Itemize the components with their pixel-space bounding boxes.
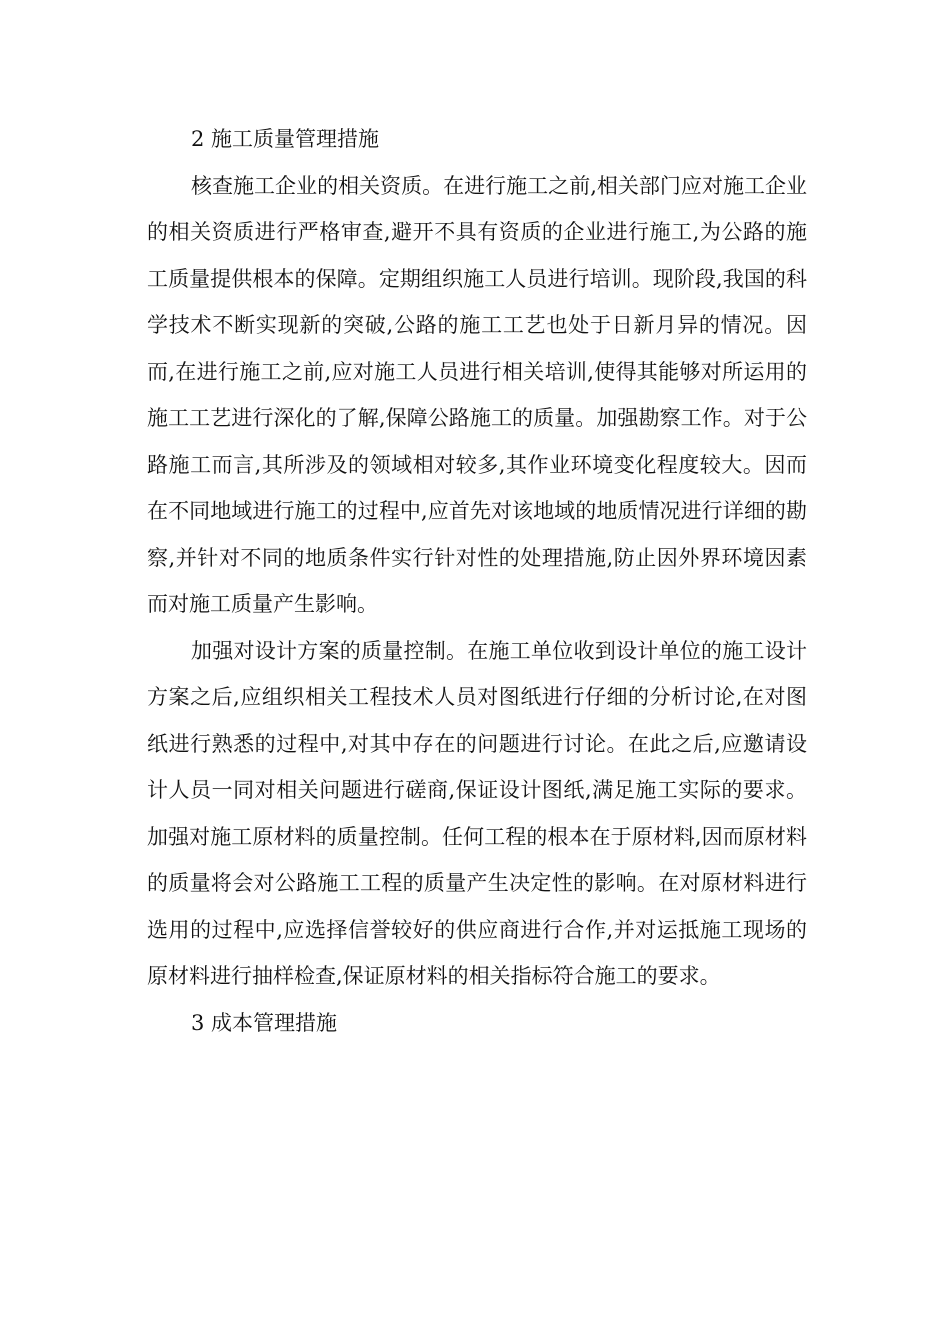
paragraph-design-material-control: 加强对设计方案的质量控制。在施工单位收到设计单位的施工设计方案之后,应组织相关工程技术人员对图纸进行仔细的分析讨论,在对图纸进行熟悉的过程中,对其中存在的问题进行讨论。在此之后,应邀请设计人员一同对相关问题进行磋商,保证设计图纸,满足施工实际的要求。加强对施工原材料的质量控制。任何工程的根本在于原材料,因而原材料的质量将会对公路施工工程的质量产生决定性的影响。在对原材料进行选用的过程中,应选择信誉较好的供应商进行合作,并对运抵施工现场的原材料进行抽样检查,保证原材料的相关指标符合施工的要求。	[147, 638, 807, 988]
section-heading-3: 3 成本管理措施	[191, 1010, 338, 1035]
section-heading-2: 2 施工质量管理措施	[191, 127, 380, 151]
document-body	[147, 116, 807, 1046]
paragraph-qualification-training-survey: 核查施工企业的相关资质。在进行施工之前,相关部门应对施工企业的相关资质进行严格审查,避开不具有资质的企业进行施工,为公路的施工质量提供根本的保障。定期组织施工人员进行培训。现阶段,我国的科学技术不断实现新的突破,公路的施工工艺也处于日新月异的情况。因而,在进行施工之前,应对施工人员进行相关培训,使得其能够对所运用的施工工艺进行深化的了解,保障公路施工的质量。加强勘察工作。对于公路施工而言,其所涉及的领域相对较多,其作业环境变化程度较大。因而在不同地域进行施工的过程中,应首先对该地域的地质情况进行详细的勘察,并针对不同的地质条件实行针对性的处理措施,防止因外界环境因素而对施工质量产生影响。	[147, 173, 807, 616]
